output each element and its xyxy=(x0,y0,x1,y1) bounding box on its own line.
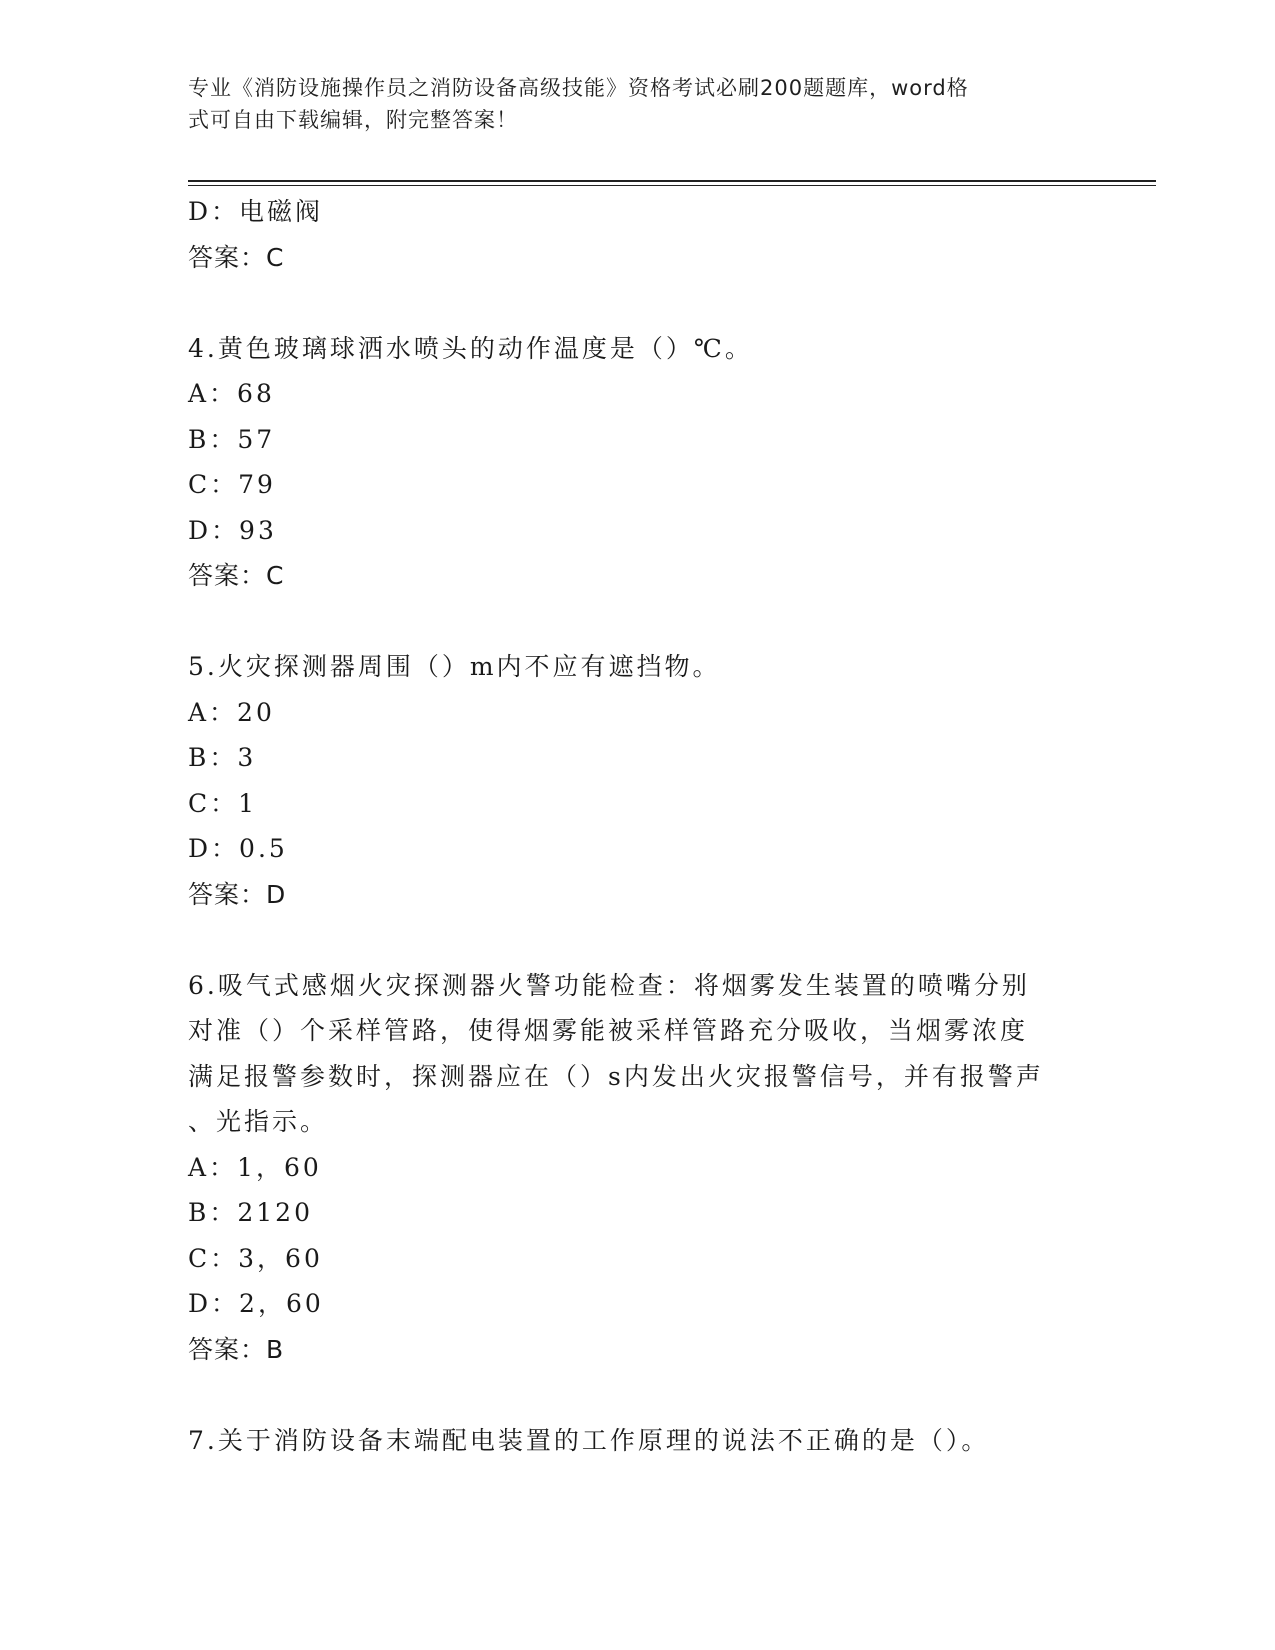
option-b: B：57 xyxy=(188,424,276,454)
question-stem-line-3: 满足报警参数时，探测器应在（）s内发出火灾报警信号，并有报警声 xyxy=(188,1061,1044,1091)
header-line-1: 专业《消防设施操作员之消防设备高级技能》资格考试必刷200题题库，word格 xyxy=(188,76,969,100)
question-5 xyxy=(188,644,1088,917)
option-a: A：1，60 xyxy=(188,1152,322,1182)
question-content xyxy=(188,189,1088,1463)
question-stem: 7.关于消防设备末端配电装置的工作原理的说法不正确的是（）。 xyxy=(188,1425,990,1455)
answer: 答案：C xyxy=(188,561,285,590)
spacer xyxy=(188,917,1088,963)
question-stem-line-4: 、光指示。 xyxy=(188,1107,329,1136)
prev-answer: 答案：C xyxy=(188,242,285,272)
answer: 答案：B xyxy=(188,1334,285,1364)
option-c: C：1 xyxy=(188,788,258,818)
question-7 xyxy=(188,1418,1088,1464)
question-stem-line-2: 对准（）个采样管路，使得烟雾能被采样管路充分吸收，当烟雾浓度 xyxy=(188,1016,1029,1045)
option-a: A：68 xyxy=(188,379,275,408)
option-a: A：20 xyxy=(188,697,275,727)
option-c: C：3，60 xyxy=(188,1243,323,1273)
header-divider-thin xyxy=(188,185,1156,186)
question-4 xyxy=(188,326,1088,599)
question-6 xyxy=(188,963,1088,1373)
option-c: C：79 xyxy=(188,470,276,499)
option-d: D：0.5 xyxy=(188,834,288,863)
answer: 答案：D xyxy=(188,879,287,909)
option-b: B：2120 xyxy=(188,1198,313,1227)
option-d: D：2，60 xyxy=(188,1289,324,1318)
question-stem-line-1: 6.吸气式感烟火灾探测器火警功能检查：将烟雾发生装置的喷嘴分别 xyxy=(188,970,1030,1000)
prev-option-d: D：电磁阀 xyxy=(188,197,324,226)
question-stem: 5.火灾探测器周围（）m内不应有遮挡物。 xyxy=(188,652,721,681)
spacer xyxy=(188,1372,1088,1418)
option-d: D：93 xyxy=(188,515,277,545)
question-stem: 4.黄色玻璃球洒水喷头的动作温度是（）℃。 xyxy=(188,333,753,363)
spacer xyxy=(188,599,1088,645)
page-header xyxy=(188,72,1068,136)
header-divider-thick xyxy=(188,180,1156,182)
header-line-2: 式可自由下载编辑，附完整答案！ xyxy=(188,108,518,132)
option-b: B：3 xyxy=(188,743,257,772)
spacer xyxy=(188,280,1088,326)
